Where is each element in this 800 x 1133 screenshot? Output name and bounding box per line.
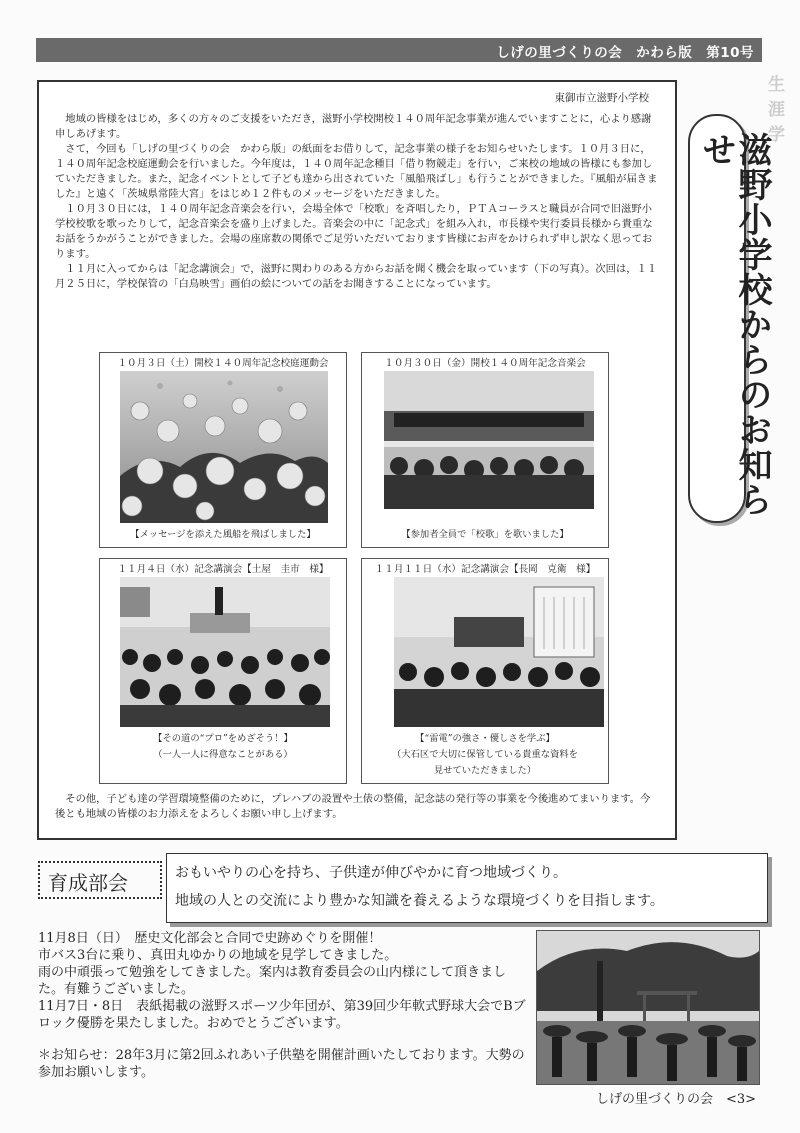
article-closing <box>55 792 659 822</box>
article-paragraph: １０月３０日には，１４０周年記念音楽会を行い，会場全体で「校歌」を斉唱したり，ＰＴＡコーラスと職員が合同で旧滋野小学校校歌を歌ったりして，記念音楽会を盛り上げました。音楽会の中に「記念式」を組み入れ，市長様や実行委員長様から貴重なお話をうかがうことができました。会場の座席数の関係でご足労いただいております皆様にお声をかけられず申し訳なく思っております。 <box>55 203 653 260</box>
lecture-photo-2 <box>394 577 604 727</box>
notice <box>38 1047 528 1081</box>
goal-line: おもいやりの心を持ち、子供達が伸びやかに育つ地域づくり。 <box>175 865 567 881</box>
photo-grid <box>99 352 607 800</box>
balloon-photo <box>120 371 328 523</box>
photo-lecture-tsuchiya <box>99 558 347 784</box>
photo-caption: 【メッセージを添えた風船を飛ばしました】 <box>130 529 316 540</box>
article-paragraph: さて，今回も「しげの里づくりの会 かわら版」の紙面をお借りして，記念事業の様子をお知らせいたします。１０月３日に，１４０周年記念校庭運動会を行いました。今年度は，１４０周年記念種目「借り物競走」を行い，ご来校の地域の皆様にも参加していただきました。また，記念イベントとして子ども達から出されていた「風船飛ばし」も行うことができました。『風船が届きました』と遠く「茨城県常陸大宮」をはじめ１２件ものメッセージをいただきました。 <box>55 143 658 200</box>
photo-title: １１月１１日（水）記念講演会【長岡 克衛 様】 <box>374 564 596 575</box>
photo-caption: 【その道の“プロ”をめざそう！】 <box>153 733 293 744</box>
side-title: 滋野小学校からのお知らせ <box>696 132 772 517</box>
section-label-box <box>38 861 162 899</box>
article-body <box>55 112 659 292</box>
news-item: 11月7日・8日 表紙掲載の滋野スポーツ少年団が、第39回少年軟式野球大会でBブロック優勝を果たしました。おめでとうございます。 <box>38 999 526 1031</box>
news-item: 11月8日（日） 歴史文化部会と合同で史跡めぐりを開催！ <box>38 931 382 946</box>
school-name: 東御市立滋野小学校 <box>554 92 649 104</box>
school-article-box <box>37 80 677 840</box>
photo-caption-sub2: 見せていただきました） <box>433 765 537 776</box>
notice-text: ＊お知らせ：28年3月に第2回ふれあい子供塾を開催計画いたしております。大勢の参加お願いします。 <box>38 1048 525 1080</box>
side-title-box <box>688 114 772 523</box>
closing-paragraph: その他，子ども達の学習環境整備のために，プレハブの設置や土俵の整備，記念誌の発行等の事業を今後進めてまいります。今後とも地域の皆様のお力添えをよろしくお願い申し上げます。 <box>55 793 651 820</box>
page-footer: しげの里づくりの会 <3> <box>596 1092 757 1107</box>
photo-caption: 【参加者全員で「校歌」を歌いました】 <box>401 529 569 540</box>
photo-lecture-nagaoka <box>361 558 609 784</box>
photo-title: １１月４日（水）記念講演会【土屋 圭市 様】 <box>117 564 329 575</box>
photo-sports-day <box>99 352 347 548</box>
photo-caption-sub: （一人一人に得意なことがある） <box>153 749 293 760</box>
goal-line: 地域の人との交流により豊かな知識を養えるような環境づくりを目指します。 <box>175 893 664 909</box>
photo-caption: 【“雷電”の強さ・優しさを学ぶ】 <box>415 733 555 744</box>
section-label: 育成部会 <box>48 871 128 895</box>
news-item: 雨の中頑張って勉強をしてきました。案内は教育委員会の山内様にして頂きました。有難うございました。 <box>38 965 507 997</box>
header-title: しげの里づくりの会 かわら版 第10号 <box>496 45 754 61</box>
photo-title: １０月３０日（金）開校１４０周年記念音楽会 <box>384 358 586 369</box>
photo-title: １０月３日（土）開校１４０周年記念校庭運動会 <box>117 358 329 369</box>
photo-concert <box>361 352 609 548</box>
news-item: 市バス3台に乗り、真田丸ゆかりの地域を見学してきました。 <box>38 948 398 963</box>
lecture-photo-1 <box>120 577 330 727</box>
article-paragraph: １１月に入ってからは「記念講演会」で，滋野に関わりのある方からお話を聞く機会を取っています（下の写真）。次回は，１１月２５日に，学校保管の「白鳥映雪」画伯の絵についての話をお聞きすることになっています。 <box>55 263 658 290</box>
concert-photo <box>384 371 594 509</box>
goals-box <box>166 853 768 923</box>
peek-text: 生涯学 <box>768 75 785 145</box>
history-walk-photo <box>536 930 760 1085</box>
photo-caption-sub: （大石区で大切に保管している貴重な資料を <box>392 749 578 760</box>
news-list <box>38 930 528 1032</box>
page-header <box>36 38 762 62</box>
article-paragraph: 地域の皆様をはじめ，多くの方々のご支援をいただき，滋野小学校開校１４０周年記念事業が進んでいますことに，心より感謝申しあげます。 <box>55 113 652 140</box>
